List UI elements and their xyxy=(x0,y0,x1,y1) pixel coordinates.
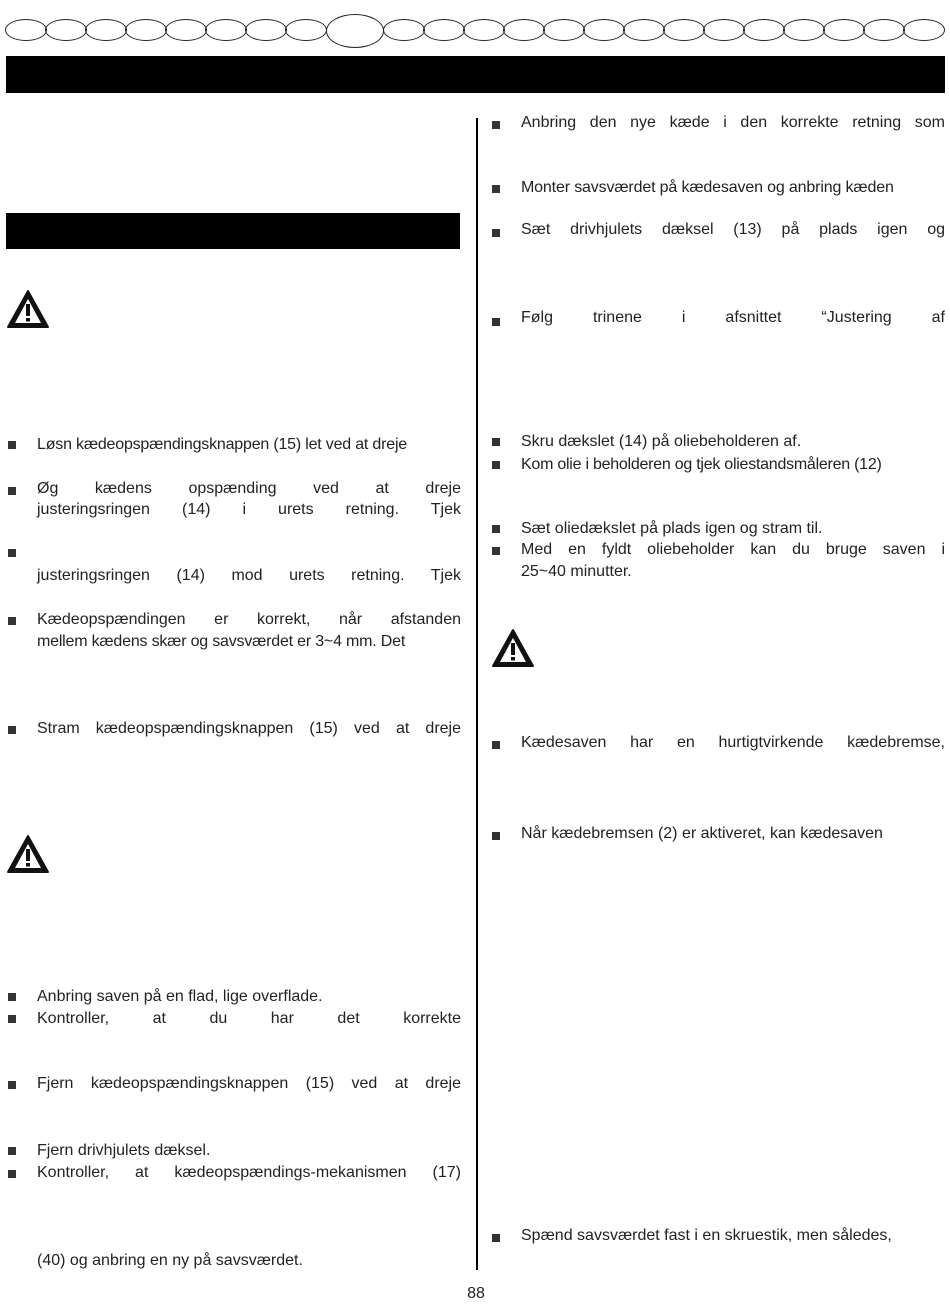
list-item: Kontroller, at kædeopspændings-mekanismen (17) xyxy=(37,1164,461,1181)
list-item: Monter savsværdet på kædesaven og anbring kæden xyxy=(521,179,894,196)
warning-triangle-icon xyxy=(6,289,50,329)
square-bullet-icon xyxy=(492,318,500,326)
section-tab-oval-icon xyxy=(903,19,945,41)
square-bullet-icon xyxy=(492,121,500,129)
square-bullet-icon xyxy=(8,993,16,1001)
square-bullet-icon xyxy=(8,617,16,625)
list-item: Kontroller, at du har det korrekte xyxy=(37,1010,461,1027)
square-bullet-icon xyxy=(492,229,500,237)
section-tab-oval-icon xyxy=(125,19,167,41)
header-bar xyxy=(6,56,945,93)
square-bullet-icon xyxy=(492,461,500,469)
warning-triangle-icon xyxy=(6,834,50,874)
list-item: Øg kædens opspænding ved at dreje xyxy=(37,480,461,497)
list-item: Anbring den nye kæde i den korrekte retning som xyxy=(521,114,945,131)
section-heading-bar xyxy=(6,213,460,249)
section-tab-oval-icon xyxy=(743,19,785,41)
square-bullet-icon xyxy=(492,547,500,555)
list-item: Fjern drivhjulets dæksel. xyxy=(37,1142,211,1159)
section-tab-oval-icon xyxy=(663,19,705,41)
column-divider xyxy=(476,118,478,1270)
section-tab-oval-icon xyxy=(543,19,585,41)
list-item: Stram kædeopspændingsknappen (15) ved at dreje xyxy=(37,720,461,737)
list-item: Med en fyldt oliebeholder kan du bruge saven i xyxy=(521,541,945,558)
page-number: 88 xyxy=(467,1285,485,1302)
section-tab-oval-icon xyxy=(285,19,327,41)
list-item: Fjern kædeopspændingsknappen (15) ved at dreje xyxy=(37,1075,461,1092)
square-bullet-icon xyxy=(8,549,16,557)
square-bullet-icon xyxy=(492,832,500,840)
list-item: Kædesaven har en hurtigtvirkende kædebremse, xyxy=(521,734,945,751)
list-item: Kom olie i beholderen og tjek oliestandsmåleren (12) xyxy=(521,456,882,473)
list-item-continuation: mellem kædens skær og savsværdet er 3~4 mm. Det xyxy=(37,633,406,650)
paragraph-line: (40) og anbring en ny på savsværdet. xyxy=(37,1252,303,1269)
section-tab-active-icon xyxy=(326,14,384,48)
list-item-continuation: 25~40 minutter. xyxy=(521,563,632,580)
list-item: Spænd savsværdet fast i en skruestik, men således, xyxy=(521,1227,892,1244)
square-bullet-icon xyxy=(492,1234,500,1242)
list-item-continuation: justeringsringen (14) mod urets retning. Tjek xyxy=(37,567,461,584)
section-tab-oval-icon xyxy=(783,19,825,41)
section-tab-oval-icon xyxy=(383,19,425,41)
square-bullet-icon xyxy=(8,1147,16,1155)
section-tab-oval-icon xyxy=(703,19,745,41)
square-bullet-icon xyxy=(8,441,16,449)
list-item: Kædeopspændingen er korrekt, når afstanden xyxy=(37,611,461,628)
section-tab-oval-icon xyxy=(245,19,287,41)
square-bullet-icon xyxy=(8,487,16,495)
section-tab-oval-icon xyxy=(45,19,87,41)
square-bullet-icon xyxy=(492,741,500,749)
section-tab-oval-icon xyxy=(165,19,207,41)
section-tab-oval-icon xyxy=(463,19,505,41)
list-item: Anbring saven på en flad, lige overflade. xyxy=(37,988,323,1005)
list-item: Sæt drivhjulets dæksel (13) på plads igen og xyxy=(521,221,945,238)
section-tab-oval-icon xyxy=(423,19,465,41)
section-tab-oval-icon xyxy=(5,19,47,41)
section-tab-oval-icon xyxy=(503,19,545,41)
square-bullet-icon xyxy=(8,1081,16,1089)
section-tab-oval-icon xyxy=(863,19,905,41)
list-item-continuation: justeringsringen (14) i urets retning. Tjek xyxy=(37,501,461,518)
section-tabs xyxy=(5,14,947,46)
square-bullet-icon xyxy=(492,525,500,533)
section-tab-oval-icon xyxy=(823,19,865,41)
list-item: Løsn kædeopspændingsknappen (15) let ved at dreje xyxy=(37,436,407,453)
list-item: Når kædebremsen (2) er aktiveret, kan kædesaven xyxy=(521,825,883,842)
square-bullet-icon xyxy=(8,1015,16,1023)
square-bullet-icon xyxy=(8,726,16,734)
list-item: Skru dækslet (14) på oliebeholderen af. xyxy=(521,433,802,450)
list-item: Følg trinene i afsnittet “Justering af xyxy=(521,309,945,326)
square-bullet-icon xyxy=(8,1170,16,1178)
square-bullet-icon xyxy=(492,185,500,193)
square-bullet-icon xyxy=(492,438,500,446)
section-tab-oval-icon xyxy=(205,19,247,41)
section-tab-oval-icon xyxy=(623,19,665,41)
section-tab-oval-icon xyxy=(85,19,127,41)
list-item: Sæt oliedækslet på plads igen og stram til. xyxy=(521,520,823,537)
section-tab-oval-icon xyxy=(583,19,625,41)
warning-triangle-icon xyxy=(491,628,535,668)
